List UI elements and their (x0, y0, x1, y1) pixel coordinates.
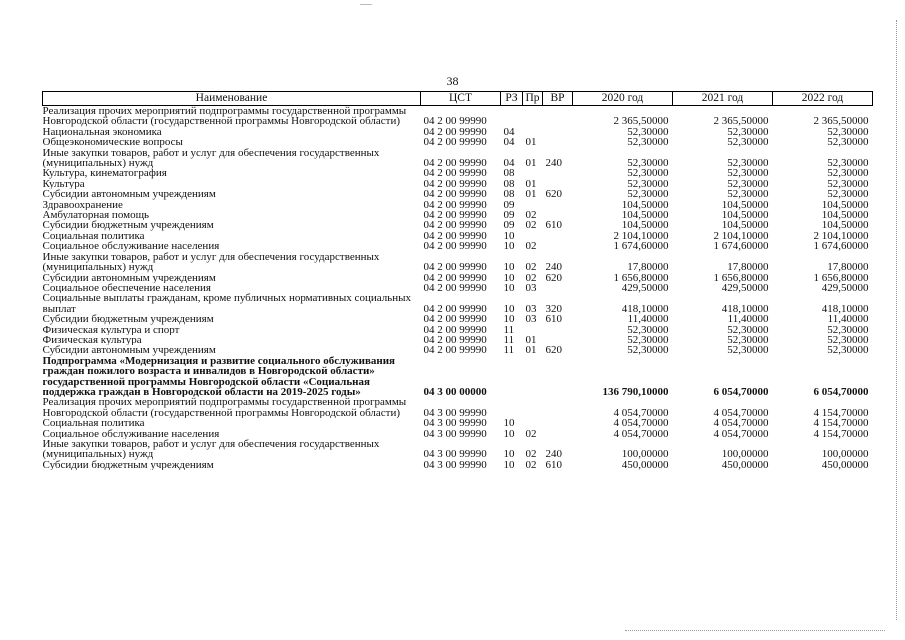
row-pr: 01 (525, 137, 537, 148)
row-cst: 04 2 00 99990 (423, 157, 487, 169)
row-pr (523, 325, 543, 335)
row-cst: 04 2 00 99990 (423, 334, 487, 346)
row-value-2021: 52,30000 (727, 168, 769, 179)
row-value-2021: 450,00000 (721, 459, 769, 471)
row-name: Социальное обслуживание населения (42, 241, 220, 252)
header-cst: ЦСТ (421, 92, 501, 106)
row-value-2022: 52,30000 (827, 178, 869, 190)
row-value-2021: 104,50000 (721, 220, 769, 231)
row-cst: 04 2 00 99990 (423, 210, 487, 221)
row-pr: 02 (525, 241, 537, 252)
row-value-2020: 104,50000 (621, 210, 669, 221)
row-value-2020: 52,30000 (627, 345, 669, 356)
row-vr (543, 325, 573, 335)
row-cst: 04 2 00 99990 (423, 302, 487, 315)
row-value-2022: 52,30000 (827, 168, 869, 179)
row-value-2020: 52,30000 (627, 157, 669, 169)
row-vr: 610 (545, 314, 562, 325)
row-value-2020: 1 674,60000 (613, 241, 669, 252)
row-cst: 04 2 00 99990 (423, 314, 487, 325)
row-name: Социальная политика (42, 230, 145, 242)
row-pr: 01 (525, 189, 537, 200)
row-pr: 02 (525, 459, 537, 471)
table-row (43, 418, 873, 428)
row-value-2021: 100,00000 (721, 448, 769, 460)
row-pr (523, 106, 543, 127)
row-vr (543, 127, 573, 137)
table-row (43, 273, 873, 283)
row-vr (543, 179, 573, 189)
row-vr: 620 (545, 272, 562, 283)
row-value-2022: 4 154,70000 (813, 418, 869, 429)
table-row (43, 220, 873, 230)
row-rz: 10 (503, 261, 515, 273)
row-vr (543, 356, 573, 398)
row-value-2021: 429,50000 (721, 282, 769, 294)
row-rz: 10 (503, 428, 515, 439)
row-value-2021: 1 674,60000 (713, 241, 769, 252)
row-name: Культура, кинематография (42, 168, 167, 179)
table-body (43, 106, 873, 471)
row-cst: 04 2 00 99990 (423, 272, 487, 283)
row-vr: 240 (545, 157, 562, 169)
row-value-2022: 4 154,70000 (813, 406, 869, 419)
row-rz: 10 (503, 230, 515, 242)
row-name: Субсидии автономным учреждениям (42, 189, 216, 200)
row-value-2022: 429,50000 (821, 282, 869, 294)
header-2021: 2021 год (673, 92, 773, 106)
row-cst: 04 2 00 99990 (423, 282, 487, 294)
row-value-2020: 1 656,80000 (613, 272, 669, 283)
row-name: Культура (42, 178, 85, 190)
row-pr (523, 356, 543, 398)
table-row (43, 179, 873, 189)
row-value-2021: 52,30000 (727, 157, 769, 169)
row-cst: 04 3 00 99990 (423, 448, 487, 460)
row-name: Социальная политика (42, 418, 145, 429)
row-value-2020: 418,10000 (621, 302, 669, 315)
row-vr: 240 (545, 448, 562, 460)
table-row (43, 200, 873, 210)
row-rz (501, 106, 523, 127)
row-value-2022: 4 154,70000 (813, 428, 869, 439)
row-value-2021: 4 054,70000 (713, 428, 769, 439)
row-name: Субсидии автономным учреждениям (42, 345, 216, 356)
row-rz: 10 (503, 418, 515, 429)
row-value-2021: 52,30000 (727, 178, 769, 190)
row-value-2021: 1 656,80000 (713, 272, 769, 283)
row-cst: 04 2 00 99990 (423, 199, 487, 211)
table-row (43, 429, 873, 439)
table-row (43, 168, 873, 178)
row-value-2020: 52,30000 (627, 126, 669, 138)
row-value-2020: 52,30000 (627, 178, 669, 190)
row-name: Социальные выплаты гражданам, кроме публичных нормативных социальных выплат (42, 293, 411, 315)
row-rz: 04 (503, 126, 515, 138)
scan-mark-top (360, 4, 372, 7)
table-row (43, 293, 873, 314)
row-name: Социальное обеспечение населения (42, 282, 211, 294)
row-value-2021: 104,50000 (721, 210, 769, 221)
row-value-2022: 1 656,80000 (813, 272, 869, 283)
row-vr: 610 (545, 459, 562, 471)
row-value-2020: 2 365,50000 (613, 115, 669, 127)
row-vr (543, 137, 573, 147)
row-vr (543, 200, 573, 210)
table-row (43, 231, 873, 241)
row-cst: 04 2 00 99990 (423, 261, 487, 273)
row-value-2021: 2 104,10000 (713, 230, 769, 242)
row-rz: 10 (503, 302, 515, 315)
row-pr (523, 127, 543, 137)
row-value-2021: 52,30000 (727, 137, 769, 148)
row-value-2020: 4 054,70000 (613, 418, 669, 429)
header-2022: 2022 год (773, 92, 873, 106)
row-cst: 04 2 00 99990 (423, 178, 487, 190)
row-cst: 04 3 00 99990 (423, 459, 487, 471)
row-rz: 11 (503, 334, 515, 346)
row-value-2021: 104,50000 (721, 199, 769, 211)
table-row (43, 148, 873, 169)
row-rz: 10 (503, 314, 515, 325)
row-rz: 11 (503, 324, 515, 335)
row-rz: 10 (503, 448, 515, 460)
row-value-2021: 11,40000 (727, 314, 769, 325)
table-row (43, 439, 873, 460)
row-value-2021: 52,30000 (727, 334, 769, 346)
row-name: Субсидии бюджетным учреждениям (42, 220, 214, 231)
row-value-2021: 2 365,50000 (713, 115, 769, 127)
row-vr (543, 335, 573, 345)
table-row (43, 106, 873, 127)
table-row (43, 335, 873, 345)
row-vr (543, 418, 573, 428)
row-value-2022: 104,50000 (821, 210, 869, 221)
row-name: Иные закупки товаров, работ и услуг для обеспечения государственных (муниципальных) нужд (42, 251, 380, 273)
row-value-2020: 2 104,10000 (613, 230, 669, 242)
row-pr (523, 200, 543, 210)
row-value-2022: 2 104,10000 (813, 230, 869, 242)
row-vr: 320 (545, 302, 562, 315)
row-vr: 240 (545, 261, 562, 273)
row-rz: 10 (503, 241, 515, 252)
row-vr (543, 106, 573, 127)
row-pr: 03 (525, 282, 537, 294)
row-name: Национальная экономика (42, 126, 162, 138)
row-value-2020: 4 054,70000 (613, 428, 669, 439)
row-pr: 03 (525, 314, 537, 325)
row-value-2021: 4 054,70000 (713, 418, 769, 429)
header-rz: РЗ (501, 92, 523, 106)
row-value-2022: 450,00000 (821, 459, 869, 471)
row-value-2021: 52,30000 (727, 324, 769, 335)
table-row (43, 356, 873, 398)
row-cst: 04 2 00 99990 (423, 126, 487, 138)
row-value-2020: 11,40000 (627, 314, 669, 325)
row-value-2022: 418,10000 (821, 302, 869, 315)
row-vr (543, 241, 573, 251)
row-rz: 10 (503, 282, 515, 294)
row-vr (543, 210, 573, 220)
row-pr: 03 (525, 302, 537, 315)
header-pr: Пр (523, 92, 543, 106)
row-rz: 08 (503, 168, 515, 179)
row-pr: 01 (525, 157, 537, 169)
row-rz: 11 (503, 345, 515, 356)
row-cst: 04 2 00 99990 (423, 168, 487, 179)
row-value-2022: 100,00000 (821, 448, 869, 460)
row-pr: 02 (525, 220, 537, 231)
row-value-2021: 418,10000 (721, 302, 769, 315)
row-value-2020: 450,00000 (621, 459, 669, 471)
row-name: Реализация прочих мероприятий подпрограммы государственной программы Новгородской области (государственной программы Новгородской области) (42, 397, 407, 419)
row-rz: 08 (503, 178, 515, 190)
row-pr: 02 (525, 210, 537, 221)
row-value-2020: 100,00000 (621, 448, 669, 460)
row-cst: 04 3 00 00000 (423, 385, 487, 398)
table-row (43, 189, 873, 199)
row-cst: 04 2 00 99990 (423, 241, 487, 252)
row-vr (543, 397, 573, 418)
row-pr (523, 168, 543, 178)
row-pr: 02 (525, 272, 537, 283)
row-pr: 01 (525, 345, 537, 356)
row-value-2020: 52,30000 (627, 137, 669, 148)
row-name: Реализация прочих мероприятий подпрограммы государственной программы Новгородской области (государственной программы Новгородской области) (42, 105, 407, 127)
row-value-2022: 52,30000 (827, 334, 869, 346)
row-value-2021: 4 054,70000 (713, 406, 769, 419)
table-row (43, 127, 873, 137)
row-value-2022: 11,40000 (827, 314, 869, 325)
row-name: Субсидии бюджетным учреждениям (42, 314, 214, 325)
row-name: Физическая культура и спорт (42, 324, 180, 335)
table-row (43, 325, 873, 335)
row-value-2022: 52,30000 (827, 324, 869, 335)
table-row (43, 345, 873, 355)
row-vr (543, 231, 573, 241)
row-value-2020: 52,30000 (627, 334, 669, 346)
table-row (43, 137, 873, 147)
table-row (43, 241, 873, 251)
row-pr: 02 (525, 428, 537, 439)
row-rz: 10 (503, 459, 515, 471)
table-row (43, 252, 873, 273)
table-row (43, 460, 873, 470)
table-row (43, 210, 873, 220)
row-value-2021: 6 054,70000 (713, 385, 769, 398)
row-name: Субсидии автономным учреждениям (42, 272, 216, 283)
row-value-2022: 52,30000 (827, 157, 869, 169)
row-value-2021: 52,30000 (727, 345, 769, 356)
table-header-row (43, 92, 873, 106)
row-rz (501, 356, 523, 398)
row-vr (543, 283, 573, 293)
row-name: Иные закупки товаров, работ и услуг для обеспечения государственных (муниципальных) нужд (42, 147, 380, 169)
row-vr: 610 (545, 220, 562, 231)
row-name: Иные закупки товаров, работ и услуг для обеспечения государственных (муниципальных) нужд (42, 439, 380, 460)
row-vr (543, 429, 573, 439)
row-rz: 10 (503, 272, 515, 283)
header-name: Наименование (43, 92, 421, 106)
row-value-2022: 104,50000 (821, 220, 869, 231)
row-rz: 04 (503, 137, 515, 148)
row-rz: 09 (503, 199, 515, 211)
scan-edge-marks (896, 20, 903, 620)
row-value-2022: 2 365,50000 (813, 115, 869, 127)
row-name: Здравоохранение (42, 199, 123, 211)
header-2020: 2020 год (573, 92, 673, 106)
row-pr (523, 397, 543, 418)
row-value-2022: 6 054,70000 (813, 385, 869, 398)
row-value-2020: 52,30000 (627, 324, 669, 335)
row-cst: 04 2 00 99990 (423, 115, 487, 127)
row-value-2020: 136 790,10000 (602, 385, 669, 398)
row-vr: 620 (545, 345, 562, 356)
row-name: Подпрограмма «Модернизация и развитие социального обслуживания граждан пожилого возраста и инвалидов в Новгородской области» государственной программы Новгородской области «Социальная поддержка граждан в Новгородской области на 2019-2025 годы» (42, 355, 396, 398)
row-name: Амбулаторная помощь (42, 210, 150, 221)
row-cst: 04 2 00 99990 (423, 220, 487, 231)
row-cst: 04 3 00 99990 (423, 428, 487, 439)
row-cst: 04 2 00 99990 (423, 345, 487, 356)
row-pr: 02 (525, 448, 537, 460)
row-value-2020: 52,30000 (627, 168, 669, 179)
row-name: Социальное обслуживание населения (42, 428, 220, 439)
row-value-2020: 104,50000 (621, 199, 669, 211)
row-value-2021: 17,80000 (727, 261, 769, 273)
scan-mark-bottom (625, 630, 885, 635)
row-cst: 04 2 00 99990 (423, 137, 487, 148)
row-pr (523, 418, 543, 428)
row-value-2021: 52,30000 (727, 126, 769, 138)
row-cst: 04 2 00 99990 (423, 189, 487, 200)
row-rz: 09 (503, 210, 515, 221)
row-pr: 01 (525, 334, 537, 346)
page-number: 38 (446, 74, 459, 88)
row-value-2020: 104,50000 (621, 220, 669, 231)
row-value-2022: 52,30000 (827, 345, 869, 356)
row-rz (501, 397, 523, 418)
row-value-2022: 1 674,60000 (813, 241, 869, 252)
row-value-2022: 52,30000 (827, 189, 869, 200)
row-value-2022: 17,80000 (827, 261, 869, 273)
row-pr: 02 (525, 261, 537, 273)
row-pr: 01 (525, 178, 537, 190)
row-name: Общеэкономические вопросы (42, 137, 183, 148)
row-vr (543, 168, 573, 178)
row-cst: 04 3 00 99990 (423, 418, 487, 429)
row-rz: 09 (503, 220, 515, 231)
row-pr (523, 231, 543, 241)
row-name: Субсидии бюджетным учреждениям (42, 459, 214, 471)
row-value-2020: 4 054,70000 (613, 406, 669, 419)
row-value-2022: 104,50000 (821, 199, 869, 211)
row-rz: 08 (503, 189, 515, 200)
header-vr: ВР (543, 92, 573, 106)
row-cst: 04 2 00 99990 (423, 230, 487, 242)
row-value-2022: 52,30000 (827, 126, 869, 138)
row-cst: 04 3 00 99990 (423, 406, 487, 419)
row-name: Физическая культура (42, 334, 142, 346)
table-row (43, 283, 873, 293)
row-vr: 620 (545, 189, 562, 200)
row-value-2020: 429,50000 (621, 282, 669, 294)
row-value-2020: 17,80000 (627, 261, 669, 273)
row-value-2022: 52,30000 (827, 137, 869, 148)
table-row (43, 397, 873, 418)
budget-table (42, 91, 873, 470)
row-value-2020: 52,30000 (627, 189, 669, 200)
row-rz: 04 (503, 157, 515, 169)
row-value-2021: 52,30000 (727, 189, 769, 200)
table-row (43, 314, 873, 324)
row-cst: 04 2 00 99990 (423, 324, 487, 335)
